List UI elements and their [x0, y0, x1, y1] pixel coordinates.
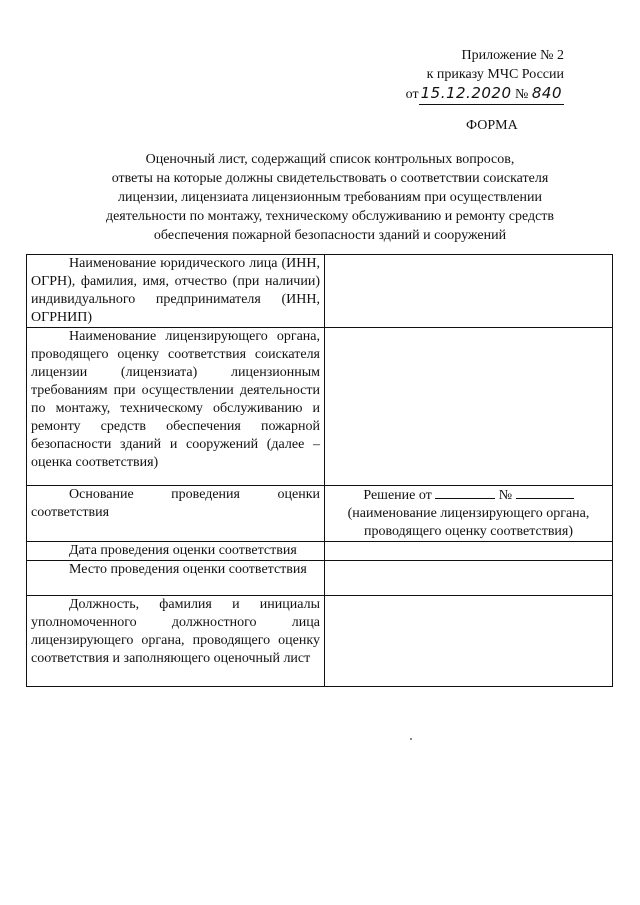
scan-speck [410, 738, 412, 740]
row-label-licensing-authority: Наименование лицензирующего органа, проводящего оценку соответствия соискателя лицензии (лицензиата) лицензионным требованиям при осуществлении деятельности по монтажу, техническому обслуживанию и ремонту средств обеспечения пожарной безопасности зданий и сооружений (далее – оценка соответствия) [27, 328, 325, 486]
table-row [27, 328, 613, 486]
date-prefix: от [405, 87, 419, 102]
row-value-date[interactable] [325, 542, 613, 561]
row-value-place[interactable] [325, 561, 613, 596]
number-sign: № [515, 87, 529, 102]
decision-number-sign: № [498, 488, 513, 503]
order-date-underline [419, 84, 564, 105]
row-label-official: Должность, фамилия и инициалы уполномоченного должностного лица лицензирующего органа, проводящего оценку соответствия и заполняющего оценочный лист [27, 596, 325, 687]
form-label: ФОРМА [466, 118, 518, 133]
row-label-date: Дата проведения оценки соответствия [27, 542, 325, 561]
table-row [27, 486, 613, 542]
order-reference: к приказу МЧС России [426, 67, 564, 82]
row-value-applicant[interactable] [325, 255, 613, 328]
row-label-basis: Основание проведения оценки соответствия [27, 486, 325, 542]
title-line: лицензии, лицензиата лицензионным требованиям при осуществлении [118, 190, 542, 205]
table-row [27, 542, 613, 561]
decision-prefix: Решение от [363, 488, 432, 503]
table-row [27, 255, 613, 328]
decision-date-blank[interactable] [435, 486, 495, 499]
decision-line [329, 486, 608, 505]
title-line: ответы на которые должны свидетельствовать о соответствии соискателя [111, 171, 549, 186]
order-date-handwritten: 15.12.2020 [420, 84, 512, 102]
table-row [27, 596, 613, 687]
assessment-table [26, 254, 613, 687]
row-label-applicant: Наименование юридического лица (ИНН, ОГРН), фамилия, имя, отчество (при наличии) индивидуального предпринимателя (ИНН, ОГРНИП) [27, 255, 325, 328]
table-row [27, 561, 613, 596]
row-value-licensing-authority[interactable] [325, 328, 613, 486]
appendix-number: Приложение № 2 [461, 48, 564, 63]
title-line: обеспечения пожарной безопасности зданий и сооружений [153, 228, 507, 243]
order-date-line [406, 84, 564, 105]
appendix-header [406, 46, 564, 105]
document-title [70, 150, 590, 245]
order-number-handwritten: 840 [531, 84, 562, 102]
row-value-official[interactable] [325, 596, 613, 687]
title-line: Оценочный лист, содержащий список контрольных вопросов, [145, 152, 515, 167]
decision-number-blank[interactable] [516, 486, 574, 499]
row-value-basis[interactable] [325, 486, 613, 542]
row-label-place: Место проведения оценки соответствия [27, 561, 325, 596]
decision-note: (наименование лицензирующего органа, проводящего оценку соответствия) [347, 506, 590, 539]
title-line: деятельности по монтажу, техническому обслуживанию и ремонту средств [105, 209, 555, 224]
